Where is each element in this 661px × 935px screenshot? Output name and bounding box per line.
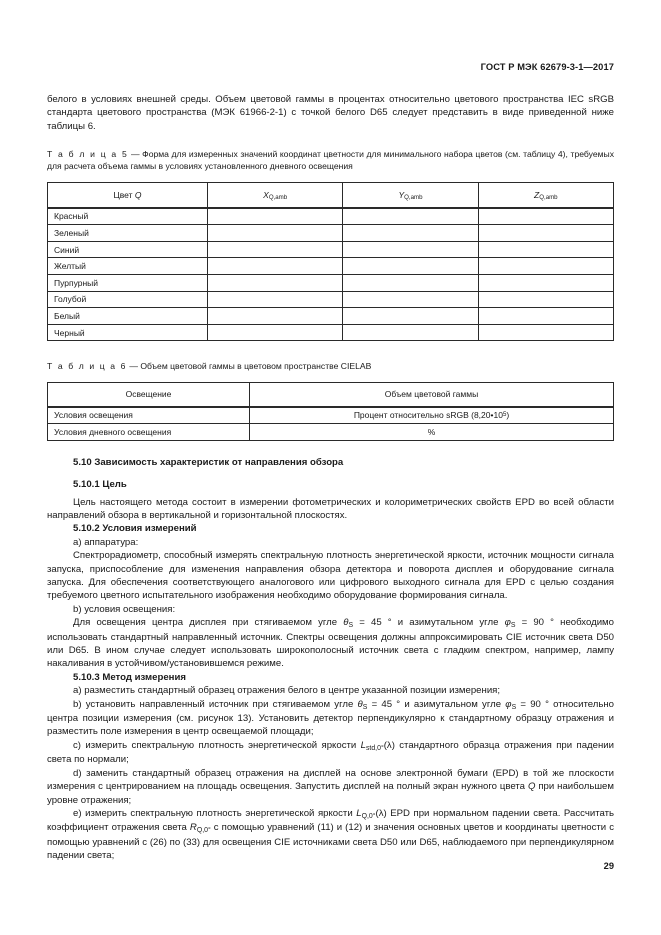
method-item-b	[47, 698, 614, 739]
color-q-symbol: Q	[527, 781, 536, 793]
table5-cell-y[interactable]	[343, 208, 478, 225]
heading-5-10-1: 5.10.1 Цель	[73, 479, 127, 491]
luminance-symbol: L	[360, 739, 366, 751]
method-c-text-2: (λ) стандартного образца отражения при падении света по нормали;	[47, 739, 614, 766]
table5-cell-z[interactable]	[478, 208, 613, 225]
table-row	[48, 291, 614, 308]
table5-cell-z[interactable]	[478, 241, 613, 258]
method-e-text-1: e) измерить спектральную плотность энергетической яркости	[73, 807, 357, 819]
table5-header-row	[48, 182, 614, 208]
theta-symbol: θ	[357, 698, 363, 710]
table5-cell-color: Белый	[48, 308, 208, 325]
method-item-c	[47, 739, 614, 767]
table5-col-color-text: Цвет	[113, 189, 135, 200]
item-b-text-1: Для освещения центра дисплея при стягиваемом угле	[73, 617, 344, 629]
heading-5-10-2: 5.10.2 Условия измерений	[73, 523, 197, 535]
table5-cell-z[interactable]	[478, 275, 613, 292]
method-e-text-2: (λ) EPD при нормальном падении света. Рассчитать коэффициент отражения света	[47, 807, 614, 834]
table5-cell-color: Желтый	[48, 258, 208, 275]
table5-col-x	[208, 182, 343, 208]
table5-col-color	[48, 182, 208, 208]
method-b-text-3: = 90 ° относительно центра позиции измерения (см. рисунок 13). Установить детектор перпендикулярно к стандартному образцу отражения и разместить поле измерения в центр освещаемой площади;	[47, 698, 614, 738]
table5-caption-label: Т а б л и ц а 5	[47, 149, 129, 160]
table5-col-x-sub: Q,amb	[268, 194, 288, 202]
table5-cell-color: Черный	[48, 324, 208, 341]
table5-caption-text: Форма для измеренных значений координат цветности для минимального набора цветов (см. таблицу 4), требуемых для расчета объема гаммы в условиях установленного дневного освещения	[47, 149, 614, 172]
theta-subscript: S	[362, 703, 368, 711]
table-row	[48, 308, 614, 325]
method-item-d	[47, 767, 614, 807]
table-row	[48, 258, 614, 275]
table5-cell-z[interactable]	[478, 324, 613, 341]
table6-caption-dash: —	[126, 361, 141, 372]
table6-col-illumination: Освещение	[48, 382, 250, 407]
table5-cell-x[interactable]	[208, 258, 343, 275]
table5-col-z-symbol: Z	[534, 189, 540, 200]
table-5-chromaticity-form	[47, 182, 614, 342]
method-b-text-1: b) установить направленный источник при стягиваемом угле	[73, 698, 358, 710]
phi-subscript: S	[510, 622, 516, 630]
table5-cell-z[interactable]	[478, 308, 613, 325]
table5-col-color-symbol: Q	[134, 189, 142, 200]
page-number: 29	[603, 861, 614, 871]
table5-cell-color: Пурпурный	[48, 275, 208, 292]
table-row	[48, 208, 614, 225]
method-c-text-1: c) измерить спектральную плотность энергетической яркости	[73, 739, 361, 751]
table5-cell-z[interactable]	[478, 258, 613, 275]
table5-cell-z[interactable]	[478, 225, 613, 242]
table6-caption	[47, 360, 614, 372]
standard-number: ГОСТ Р МЭК 62679-3-1—2017	[480, 62, 614, 72]
table6-value-suffix: )	[506, 410, 510, 421]
table5-cell-color: Красный	[48, 208, 208, 225]
table6-caption-text: Объем цветовой гаммы в цветовом пространстве CIELAB	[140, 361, 372, 372]
paragraph-5-10-1: Цель настоящего метода состоит в измерении фотометрических и колориметрических свойств EPD во всей области направлений обзора в вертикальной и горизонтальной плоскостях.	[47, 496, 614, 521]
table-row	[48, 275, 614, 292]
table6-value-exponent: 5	[502, 410, 507, 418]
table5-cell-x[interactable]	[208, 291, 343, 308]
luminance-q-subscript: Q,0°	[361, 812, 376, 820]
table5-col-z	[478, 182, 613, 208]
table5-cell-z[interactable]	[478, 291, 613, 308]
table-row	[48, 225, 614, 242]
heading-5-10: 5.10 Зависимость характеристик от направления обзора	[73, 456, 344, 468]
table5-cell-y[interactable]	[343, 275, 478, 292]
table5-cell-x[interactable]	[208, 308, 343, 325]
item-b-text-3: = 90 ° необходимо использовать стандартный направленный источник. Спектры освещения должны аппроксимировать CIE источник света D50 или D65. В ином случае следует использовать широкополосный источник света с гладким спектром, например, лампу накаливания в устойчивом/установившемся режиме.	[47, 617, 614, 670]
running-header	[47, 0, 614, 75]
phi-symbol: φ	[504, 617, 511, 629]
table5-col-y-symbol: Y	[398, 189, 405, 200]
table5-col-y	[343, 182, 478, 208]
method-d-text-1: d) заменить стандартный образец отражения на дисплей на основе электронной бумаги (EPD) в той же плоскости измерения с центрированием на площадь освещения. Запустить дисплей на полный экран нужного цвета	[47, 767, 614, 793]
table5-cell-y[interactable]	[343, 324, 478, 341]
table-row	[48, 424, 614, 441]
table6-cell-label: Условия дневного освещения	[48, 424, 250, 441]
table5-col-x-symbol: X	[263, 189, 269, 200]
table6-value-text: %	[427, 426, 436, 437]
table6-caption-label: Т а б л и ц а 6	[47, 361, 127, 372]
table5-cell-y[interactable]	[343, 225, 478, 242]
table6-col-gamut-volume: Объем цветовой гаммы	[250, 382, 614, 407]
heading-5-10-3: 5.10.3 Метод измерения	[73, 671, 186, 683]
intro-paragraph: белого в условиях внешней среды. Объем цветовой гаммы в процентах относительно цветового пространства IEC sRGB стандарта цветового пространства (МЭК 61966-2-1) с точкой белого D65 следует представить в виде приведенной ниже таблицы 6.	[47, 94, 614, 132]
item-b-illumination-label: b) условия освещения:	[73, 603, 176, 615]
table5-col-z-sub: Q,amb	[539, 194, 558, 202]
table6-cell-label: Условия освещения	[48, 407, 250, 424]
table-row	[48, 407, 614, 424]
table5-cell-x[interactable]	[208, 241, 343, 258]
reflectance-symbol: R	[189, 822, 197, 834]
phi-symbol: φ	[505, 698, 512, 710]
page-content	[47, 0, 614, 863]
table-6-gamut-volume	[47, 382, 614, 441]
table5-cell-y[interactable]	[343, 258, 478, 275]
method-item-e	[47, 807, 614, 863]
table5-cell-x[interactable]	[208, 324, 343, 341]
method-e-text-3: с помощью уравнений (11) и (12) и значения основных цветов и координаты цветности с помощью уравнений с (26) по (33) для освещения CIE источниками света D50 или D65, наблюдаемого при перпендикулярном падении света;	[47, 822, 614, 862]
table-row	[48, 324, 614, 341]
table6-value-text: Процент относительно sRGB (8,20•10	[353, 410, 503, 421]
table5-cell-x[interactable]	[208, 225, 343, 242]
table5-cell-color: Синий	[48, 241, 208, 258]
theta-symbol: θ	[343, 617, 349, 629]
item-b-illumination-text	[47, 616, 614, 671]
table5-cell-x[interactable]	[208, 208, 343, 225]
reflectance-subscript: Q,0°	[196, 827, 211, 835]
table5-col-y-sub: Q,amb	[404, 194, 423, 202]
table-row	[48, 241, 614, 258]
table5-caption	[47, 148, 614, 172]
method-item-a: a) разместить стандартный образец отражения белого в центре указанной позиции измерения;	[73, 685, 501, 697]
luminance-q-symbol: L	[356, 807, 362, 819]
table5-cell-y[interactable]	[343, 308, 478, 325]
table5-caption-dash: —	[128, 149, 143, 160]
method-d-text-2: при наибольшем уровне отражения;	[47, 781, 614, 806]
item-a-apparatus-label: a) аппаратура:	[73, 536, 139, 548]
table5-cell-x[interactable]	[208, 275, 343, 292]
table6-cell-value[interactable]	[250, 407, 614, 424]
table6-cell-value[interactable]	[250, 424, 614, 441]
theta-subscript: S	[348, 622, 354, 630]
item-a-apparatus-text: Спектрорадиометр, способный измерять спектральную плотность энергетической яркости, источник мощности сигнала запуска, приспособление для изменения направления обзора детектора и поворота дисплея и оборудование сигнала запуска. Для обеспечения соответствующего аналогового или цифрового выходного сигнала для EPD с целью создания требуемого цветного испытательного изображения необходимо оборудование формирования сигнала.	[47, 550, 614, 602]
method-b-text-2: = 45 ° и азимутальном угле	[367, 698, 506, 710]
table5-cell-y[interactable]	[343, 291, 478, 308]
table5-cell-color: Зеленый	[48, 225, 208, 242]
table5-cell-color: Голубой	[48, 291, 208, 308]
item-b-text-2: = 45 ° и азимутальном угле	[353, 617, 505, 629]
phi-subscript: S	[511, 703, 517, 711]
table5-cell-y[interactable]	[343, 241, 478, 258]
luminance-subscript: std,0°	[365, 744, 384, 752]
table6-header-row	[48, 382, 614, 407]
